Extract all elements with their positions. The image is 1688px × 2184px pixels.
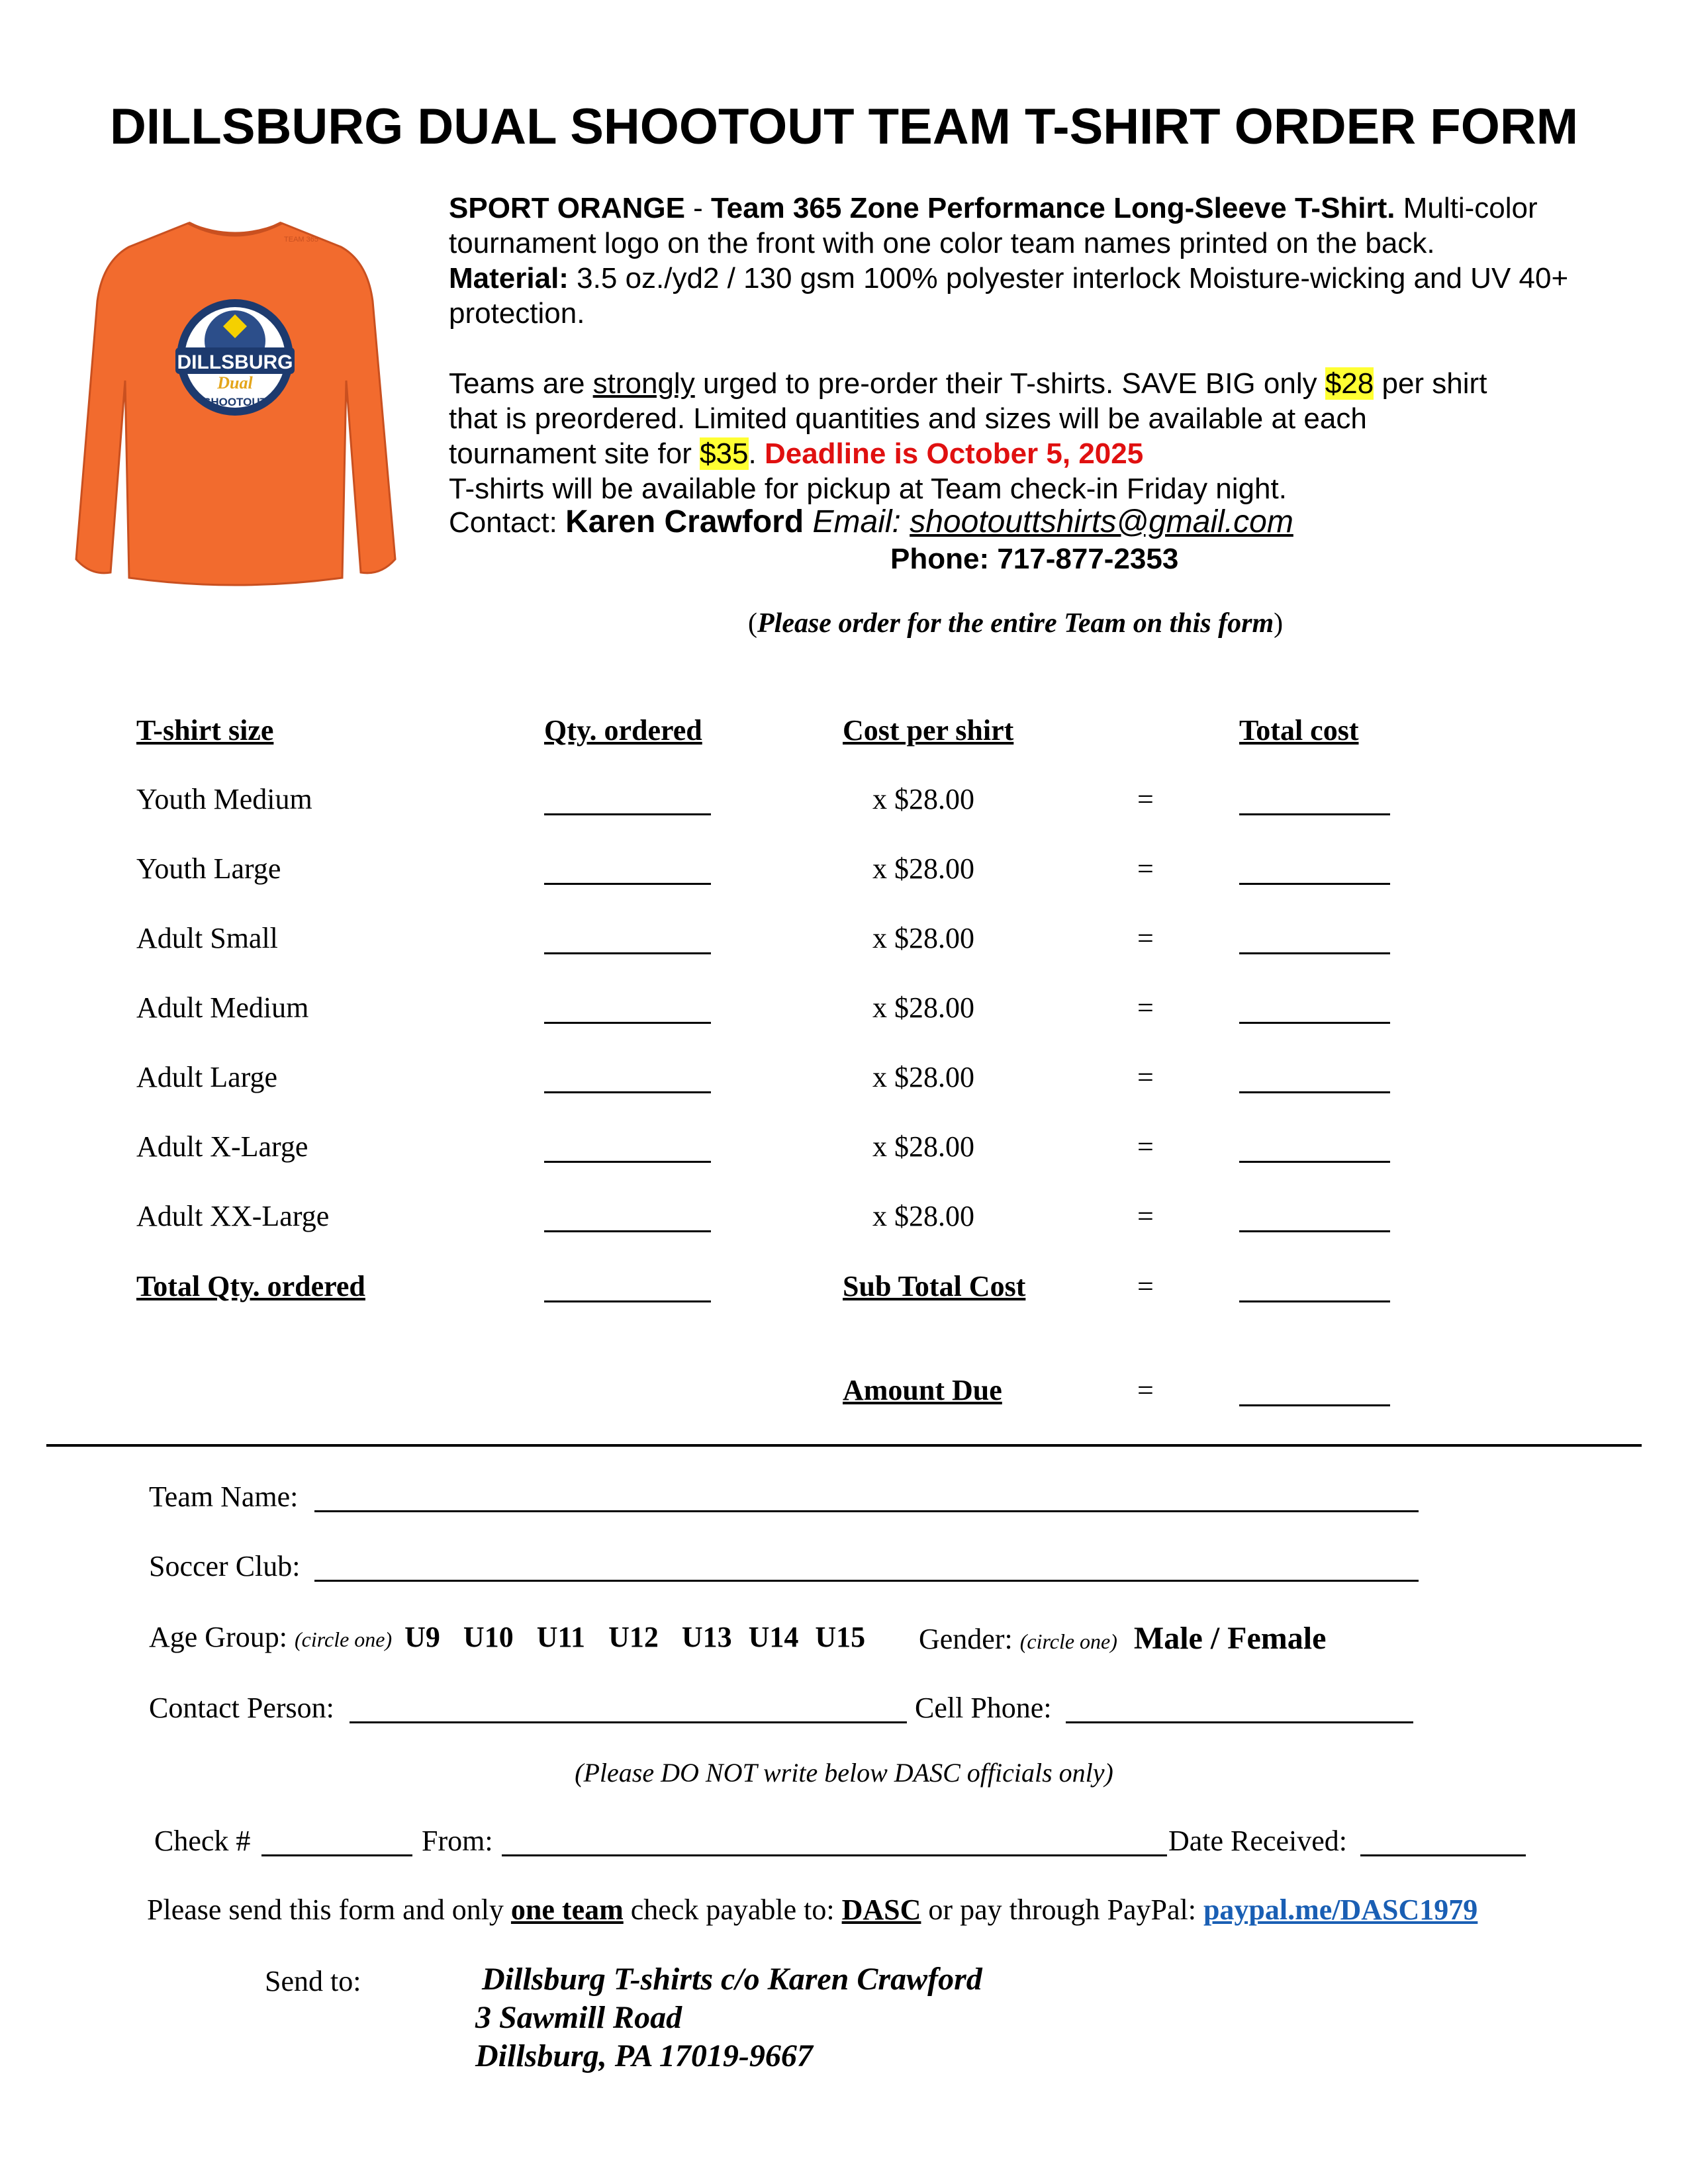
size-label: Adult X-Large — [136, 1130, 308, 1163]
cost-per-shirt: x $28.00 — [872, 783, 974, 815]
pickup-line: T-shirts will be available for pickup at Team check-in Friday night. — [449, 473, 1287, 505]
header-size: T-shirt size — [136, 714, 274, 747]
equals-sign: = — [1137, 1200, 1154, 1232]
age-u9[interactable]: U9 — [404, 1621, 440, 1653]
total-cost-input[interactable] — [1239, 883, 1390, 885]
age-u13[interactable]: U13 — [681, 1621, 732, 1653]
total-cost-input[interactable] — [1239, 1091, 1390, 1093]
cell-phone-label: Cell Phone: — [915, 1692, 1052, 1724]
equals-sign: = — [1137, 922, 1154, 954]
age-u12[interactable]: U12 — [608, 1621, 659, 1653]
check-input[interactable] — [261, 1854, 412, 1856]
total-cost-input[interactable] — [1239, 813, 1390, 815]
team-name-label: Team Name: — [149, 1480, 299, 1513]
desc-line-6: that is preordered. Limited quantities and sizes will be available at each — [449, 402, 1367, 435]
size-label: Adult Small — [136, 922, 278, 954]
officials-note: (Please DO NOT write below DASC officials only) — [575, 1758, 1113, 1788]
qty-input[interactable] — [544, 1091, 711, 1093]
material-line: Material: 3.5 oz./yd2 / 130 gsm 100% polyester interlock Moisture-wicking and UV 40+ — [449, 262, 1569, 295]
preorder-line: Teams are strongly urged to pre-order their T-shirts. SAVE BIG only $28 per shirt — [449, 367, 1487, 400]
total-cost-input[interactable] — [1239, 1230, 1390, 1232]
size-label: Adult Medium — [136, 991, 309, 1024]
logo-text-dual: Dual — [217, 373, 253, 392]
cost-per-shirt: x $28.00 — [872, 991, 974, 1024]
payment-instructions: Please send this form and only one team check payable to: DASC or pay through PayPal: paypal.me/DASC1979 — [147, 1893, 1478, 1926]
qty-input[interactable] — [544, 952, 711, 954]
date-received-label: Date Received: — [1168, 1825, 1347, 1857]
logo-text-shootout: SHOOTOUT — [203, 396, 267, 408]
equals-sign: = — [1137, 852, 1154, 885]
total-cost-input[interactable] — [1239, 1161, 1390, 1163]
site-price: $35 — [700, 437, 749, 470]
contact-line: Contact: Karen Crawford Email: shootouttshirts@gmail.com — [449, 504, 1293, 539]
brand-tag: TEAM 365 — [284, 236, 318, 244]
gender-options[interactable]: Male / Female — [1133, 1621, 1327, 1656]
send-to-label: Send to: — [265, 1965, 361, 1997]
address-line-3: Dillsburg, PA 17019-9667 — [475, 2038, 813, 2073]
orange-tshirt-image — [70, 215, 400, 592]
equals-sign: = — [1137, 783, 1154, 815]
address-line-1: Dillsburg T-shirts c/o Karen Crawford — [482, 1962, 982, 1997]
equals-sign: = — [1137, 1130, 1154, 1163]
from-label: From: — [422, 1825, 493, 1857]
qty-input[interactable] — [544, 1022, 711, 1024]
paypal-link[interactable]: paypal.me/DASC1979 — [1203, 1893, 1478, 1926]
age-u14[interactable]: U14 — [748, 1621, 799, 1653]
address-line-2: 3 Sawmill Road — [475, 2000, 682, 2035]
qty-input[interactable] — [544, 883, 711, 885]
total-cost-input[interactable] — [1239, 1022, 1390, 1024]
equals-sign: = — [1137, 991, 1154, 1024]
total-qty-input[interactable] — [544, 1300, 711, 1302]
amount-due-label: Amount Due — [843, 1374, 1002, 1406]
age-u11[interactable]: U11 — [536, 1621, 586, 1653]
preorder-price: $28 — [1325, 367, 1374, 400]
cell-phone-input[interactable] — [1066, 1721, 1413, 1723]
phone-line: Phone: 717-877-2353 — [890, 543, 1179, 575]
header-total: Total cost — [1239, 714, 1359, 747]
amount-due-input[interactable] — [1239, 1404, 1390, 1406]
section-divider — [46, 1444, 1642, 1447]
age-u10[interactable]: U10 — [463, 1621, 514, 1653]
page-title: DILLSBURG DUAL SHOOTOUT TEAM T-SHIRT ORDER FORM — [109, 99, 1579, 155]
age-group-row: Age Group: (circle one) U9 U10 U11 U12 U13 U14 U15 — [149, 1621, 866, 1653]
subtotal-input[interactable] — [1239, 1300, 1390, 1302]
total-qty-label: Total Qty. ordered — [136, 1270, 365, 1302]
cost-per-shirt: x $28.00 — [872, 852, 974, 885]
size-label: Adult Large — [136, 1061, 278, 1093]
total-cost-input[interactable] — [1239, 952, 1390, 954]
subtotal-label: Sub Total Cost — [843, 1270, 1026, 1302]
from-input[interactable] — [502, 1854, 1167, 1856]
size-label: Youth Large — [136, 852, 281, 885]
deadline-text: Deadline is October 5, 2025 — [764, 437, 1144, 470]
contact-person-input[interactable] — [350, 1721, 907, 1723]
header-qty: Qty. ordered — [544, 714, 702, 747]
soccer-club-label: Soccer Club: — [149, 1550, 301, 1582]
size-label: Adult XX-Large — [136, 1200, 330, 1232]
equals-sign: = — [1137, 1061, 1154, 1093]
qty-input[interactable] — [544, 1230, 711, 1232]
order-note: (Please order for the entire Team on this form) — [748, 608, 1284, 639]
subtotal-equals: = — [1137, 1270, 1154, 1302]
cost-per-shirt: x $28.00 — [872, 1061, 974, 1093]
desc-line-1: SPORT ORANGE - Team 365 Zone Performance Long-Sleeve T-Shirt. Multi-color — [449, 192, 1538, 224]
size-label: Youth Medium — [136, 783, 312, 815]
soccer-club-input[interactable] — [314, 1580, 1419, 1582]
header-cost: Cost per shirt — [843, 714, 1014, 747]
contact-person-label: Contact Person: — [149, 1692, 334, 1724]
email-link[interactable]: shootouttshirts@gmail.com — [910, 504, 1293, 539]
cost-per-shirt: x $28.00 — [872, 1130, 974, 1163]
desc-line-4: protection. — [449, 297, 585, 330]
logo-text-dillsburg: DILLSBURG — [177, 351, 293, 373]
cost-per-shirt: x $28.00 — [872, 1200, 974, 1232]
age-u15[interactable]: U15 — [815, 1621, 866, 1653]
date-received-input[interactable] — [1360, 1854, 1526, 1856]
qty-input[interactable] — [544, 813, 711, 815]
site-price-line: tournament site for $35. Deadline is October 5, 2025 — [449, 437, 1144, 470]
desc-line-2: tournament logo on the front with one color team names printed on the back. — [449, 227, 1435, 259]
gender-row: Gender: (circle one) Male / Female — [919, 1621, 1327, 1656]
team-name-input[interactable] — [314, 1510, 1419, 1512]
qty-input[interactable] — [544, 1161, 711, 1163]
cost-per-shirt: x $28.00 — [872, 922, 974, 954]
check-label: Check # — [154, 1825, 251, 1857]
amount-due-equals: = — [1137, 1374, 1154, 1406]
